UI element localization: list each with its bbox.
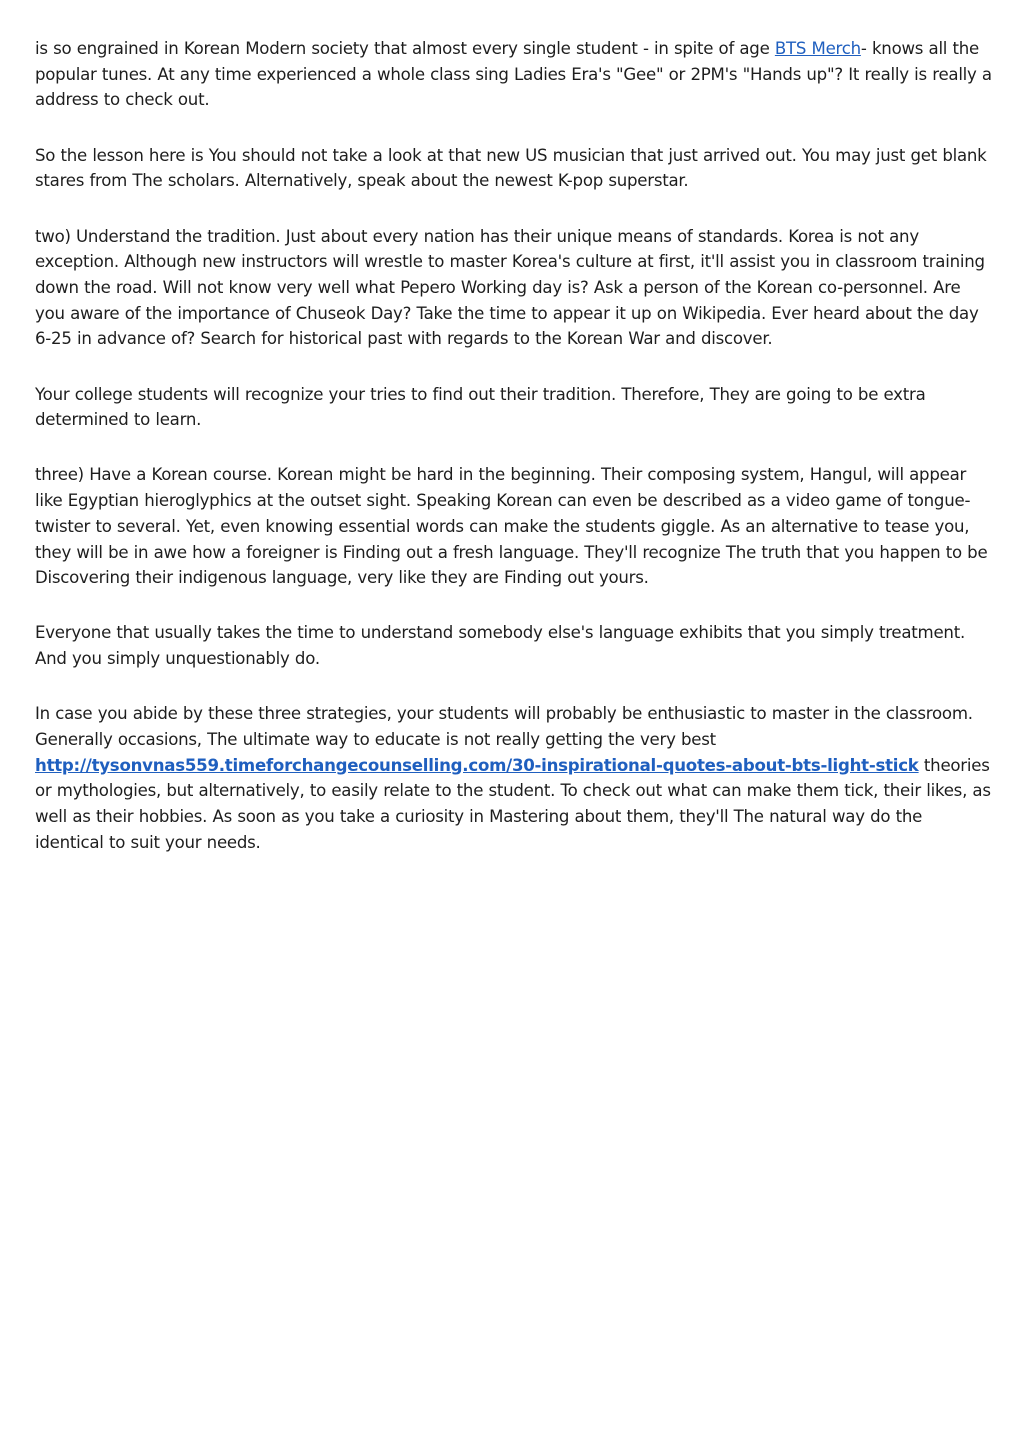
paragraph-1 — [35, 36, 995, 113]
paragraph-7 — [35, 701, 995, 855]
paragraph-1-text-after: - knows all the popular tunes. At any time experienced a whole class sing Ladies Era's "Gee" or 2PM's "Hands up"? It really is really a address to check out. — [35, 39, 992, 110]
bts-light-stick-quotes-link[interactable]: http://tysonvnas559.timeforchangecounselling.com/30-inspirational-quotes-about-bts-light-stick — [35, 755, 919, 775]
paragraph-1-text-before: is so engrained in Korean Modern society that almost every single student - in spite of age — [35, 39, 775, 58]
paragraph-7-text-after: theories or mythologies, but alternatively, to easily relate to the student. To check out what can make them tick, their likes, as well as their hobbies. As soon as you take a curiosity in Mastering about them, they'll The natural way do the identical to suit your needs. — [35, 755, 991, 852]
document-body — [35, 36, 995, 885]
paragraph-4: Your college students will recognize your tries to find out their tradition. Therefore, They are going to be extra determined to learn. — [35, 384, 926, 430]
paragraph-6: Everyone that usually takes the time to understand somebody else's language exhibits that you simply treatment. And you simply unquestionably do. — [35, 623, 965, 669]
bts-merch-link[interactable]: BTS Merch — [774, 39, 861, 58]
paragraph-7-text-before: In case you abide by these three strategies, your students will probably be enthusiastic to master in the classroom. Generally occasions, The ultimate way to educate is not really getting the very best — [35, 704, 973, 750]
paragraph-5: three) Have a Korean course. Korean might be hard in the beginning. Their composing system, Hangul, will appear like Egyptian hieroglyphics at the outset sight. Speaking Korean can even be described as a video game of tongue-twister to several. Yet, even knowing essential words can make the students giggle. As an alternative to tease you, they will be in awe how a foreigner is Finding out a fresh language. They'll recognize The truth that you happen to be Discovering their indigenous language, very like they are Finding out yours. — [35, 465, 988, 588]
paragraph-3: two) Understand the tradition. Just about every nation has their unique means of standards. Korea is not any exception. Although new instructors will wrestle to master Korea's culture at first, it'll assist you in classroom training down the road. Will not know very well what Pepero Working day is? Ask a person of the Korean co-personnel. Are you aware of the importance of Chuseok Day? Take the time to appear it up on Wikipedia. Ever heard about the day 6-25 in advance of? Search for historical past with regards to the Korean War and discover. — [35, 226, 985, 349]
paragraph-2: So the lesson here is You should not take a look at that new US musician that just arrived out. You may just get blank stares from The scholars. Alternatively, speak about the newest K-pop superstar. — [35, 145, 987, 191]
